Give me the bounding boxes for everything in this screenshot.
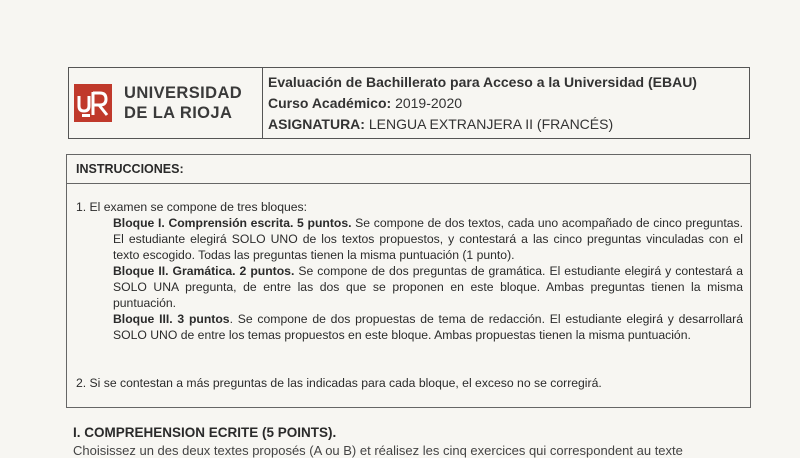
course-value: 2019-2020 [395, 95, 463, 111]
course-line: Curso Académico: 2019-2020 [268, 95, 463, 111]
exam-title: Evaluación de Bachillerato para Acceso a la Universidad (EBAU) [268, 74, 697, 90]
exam-header [68, 67, 750, 139]
subject-line: ASIGNATURA: LENGUA EXTRANJERA II (FRANCÉS) [268, 116, 614, 132]
exam-info [263, 68, 697, 138]
section-title: I. COMPREHENSION ECRITE (5 POINTS). [73, 425, 337, 440]
university-logo-mark [74, 84, 112, 122]
university-logo [69, 68, 263, 138]
instruction-item-2: 2. Si se contestan a más preguntas de las indicadas para cada bloque, el exceso no se corregirá. [76, 376, 602, 390]
subject-value: LENGUA EXTRANJERA II (FRANCÉS) [368, 116, 614, 132]
logo-emblem-icon [74, 84, 112, 122]
section-intro-line: Choisissez un des deux textes proposés (A ou B) et réalisez les cinq exercices qui correspondent au texte [73, 443, 683, 458]
block-2-description: Bloque II. Gramática. 2 puntos. Se compone de dos preguntas de gramática. El estudiante elegirá y contestará a SOLO UNA pregunta, de entre las dos que se proponen en este bloque. Ambas preguntas tienen la misma puntuación. [113, 264, 743, 310]
block-3-description: Bloque III. 3 puntos. Se compone de dos propuestas de tema de redacción. El estudiante elegirá y desarrollará SOLO UNO de entre los temas propuestos en este bloque. Ambas propuestas tienen la misma puntuación. [113, 312, 743, 342]
university-name-line2: DE LA RIOJA [124, 104, 233, 122]
university-name [124, 83, 242, 123]
block-1-description: Bloque I. Comprensión escrita. 5 puntos. Se compone de dos textos, cada uno acompañado de cinco preguntas. El estudiante elegirá SOLO UNO de los textos propuestos, y contestará a las cinco preguntas vinculadas con el texto escogido. Todas las preguntas tienen la misma puntuación (1 punto). [113, 216, 743, 262]
university-name-line1: UNIVERSIDAD [124, 84, 243, 102]
instructions-box [66, 154, 751, 408]
instruction-item-1: 1. El examen se compone de tres bloques: [76, 200, 308, 214]
instructions-heading: INSTRUCCIONES: [67, 155, 750, 184]
